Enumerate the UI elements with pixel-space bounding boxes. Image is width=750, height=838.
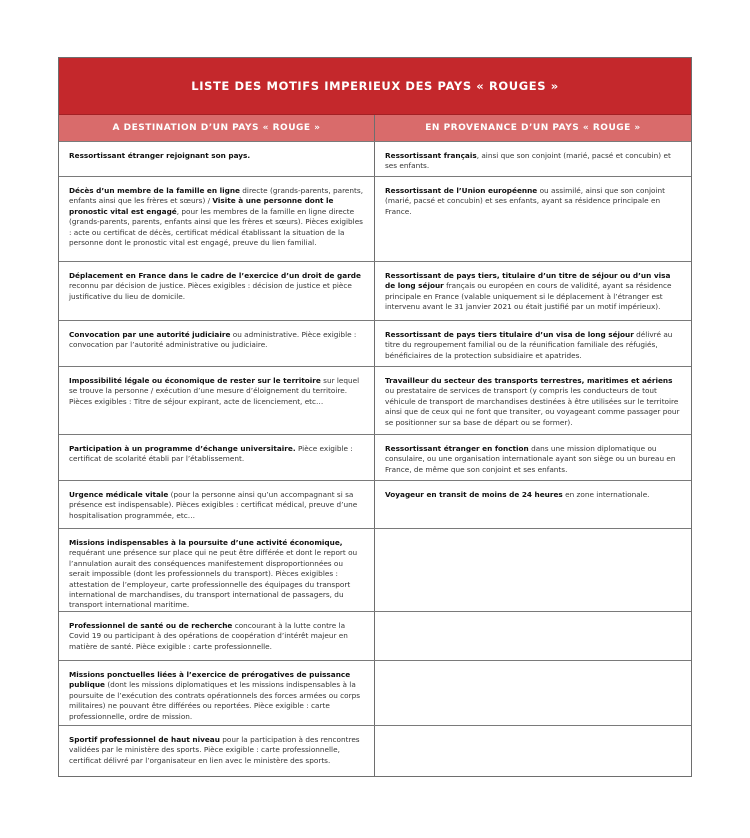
table-row (59, 660, 691, 725)
cell-destination (59, 726, 375, 776)
cell-destination (59, 142, 375, 176)
motif-description: reconnu par décision de justice. Pièces exigibles : décision de justice et pièce justificative du lieu de domicile. (69, 281, 352, 301)
motifs-table (58, 57, 692, 777)
motif-title: Urgence médicale vitale (69, 490, 169, 499)
cell-provenance (375, 481, 691, 528)
motif-description: Pièce exigible : certificat de scolarité établi par l’établissement. (69, 444, 353, 464)
table-row (59, 434, 691, 480)
motif-description: ou assimilé, ainsi que son conjoint (marié, pacsé et concubin) et ses enfants, ayant sa résidence principale en France. (385, 186, 666, 216)
motif-description: français ou européen en cours de validité, ayant sa résidence principale en France (valable uniquement si le déplacement à l’étranger est intervenu avant le 31 janvier 2021 ou était justifié par un motif impérieux). (385, 281, 672, 312)
cell-provenance (375, 367, 691, 434)
cell-destination (59, 262, 375, 320)
cell-destination (59, 661, 375, 725)
motif-title: Participation à un programme d’échange universitaire. (69, 444, 296, 453)
motif-description: ou prestataire de services de transport (y compris les conducteurs de tout véhicule de transport de marchandises destinées à être utilisées sur le territoire ainsi que de ceux qui ne font que transiter, ou voyageant comme passager pour se positionner sur sa base de départ ou se former). (385, 386, 680, 427)
motif-title: Missions ponctuelles liées à l’exercice de prérogatives de puissance publique (69, 670, 351, 690)
cell-destination (59, 367, 375, 434)
motif-title: Ressortissant de l’Union européenne (385, 186, 538, 195)
cell-provenance (375, 435, 691, 480)
cell-destination (59, 321, 375, 366)
table-row (59, 320, 691, 366)
motif-description: dans une mission diplomatique ou consulaire, ou une organisation internationale ayant son siège ou un bureau en France, de même que son conjoint et ses enfants. (385, 444, 676, 474)
cell-destination (59, 529, 375, 611)
motif-title: Ressortissant de pays tiers titulaire d’un visa de long séjour (385, 330, 634, 339)
cell-provenance (375, 661, 691, 725)
motif-title: Ressortissant français (385, 151, 477, 160)
table-row (59, 725, 691, 776)
table-row (59, 611, 691, 660)
motif-description: délivré au titre du regroupement familial ou de la réunification familiale des réfugiés, bénéficiaires de la protection subsidiaire et apatrides. (385, 330, 673, 360)
motif-title: Déplacement en France dans le cadre de l’exercice d’un droit de garde (69, 271, 361, 280)
cell-provenance (375, 262, 691, 320)
motif-title: Missions indispensables à la poursuite d’une activité économique, (69, 538, 343, 547)
cell-destination (59, 435, 375, 480)
cell-provenance (375, 177, 691, 261)
motif-description: sur lequel se trouve la personne / exécution d’une mesure d’éloignement du territoire. Pièces exigibles : Titre de séjour expirant, acte de licenciement, etc… (69, 376, 360, 406)
motif-description: ou administrative. Pièce exigible : convocation par l’autorité administrative ou judiciaire. (69, 330, 357, 350)
table-body (59, 141, 691, 776)
motif-description: (dont les missions diplomatiques et les missions indispensables à la poursuite de l’exécution des contrats opérationnels des forces armées ou corps militaires) ne pouvant être différées ou reportées. Pièce exigible : carte professionnelle, ordre de mission. (69, 680, 361, 721)
motif-description: requérant une présence sur place qui ne peut être différée et dont le report ou l’annulation aurait des conséquences manifestement disproportionnées ou serait impossible (dont les professionnels du transport). Pièces exigibles : attestation de l’employeur, carte professionnelle des équipages du transport international de marchandises, du transport international de passagers, du transport international maritime. (69, 548, 358, 610)
motif-title: Ressortissant étranger en fonction (385, 444, 529, 453)
motif-title: Professionnel de santé ou de recherche (69, 621, 233, 630)
cell-destination (59, 612, 375, 660)
motif-description: concourant à la lutte contre la Covid 19 ou participant à des opérations de coopération d’intérêt majeur en matière de santé. Pièce exigible : carte professionnelle. (69, 621, 348, 651)
motif-description: en zone internationale. (562, 490, 650, 499)
table-title: LISTE DES MOTIFS IMPERIEUX DES PAYS « ROUGES » (59, 58, 691, 115)
table-row (59, 528, 691, 611)
header-destination: A DESTINATION D’UN PAYS « ROUGE » (59, 115, 375, 141)
motif-title: Sportif professionnel de haut niveau (69, 735, 220, 744)
motif-title: Travailleur du secteur des transports terrestres, maritimes et aériens (385, 376, 673, 385)
table-row (59, 261, 691, 320)
motif-title: Voyageur en transit de moins de 24 heures (385, 490, 563, 499)
motif-description: directe (grands-parents, parents, enfants ainsi que les frères et sœurs) / (69, 186, 364, 206)
header-provenance: EN PROVENANCE D’UN PAYS « ROUGE » (425, 123, 641, 133)
motif-description: , pour les membres de la famille en ligne directe (grands-parents, parents, enfants ainsi que les frères et sœurs). Pièces exigibles : acte ou certificat de décès, certificat médical établissant la situation de la personne dont le pronostic vital est engagé, preuve du lien familial. (69, 206, 363, 248)
motif-description: (pour la personne ainsi qu’un accompagnant si sa présence est indispensable). Pièces exigibles : certificat médical, preuve d’une hospitalisation programmée, etc… (69, 490, 358, 520)
table-row (59, 176, 691, 261)
cell-provenance (375, 142, 691, 176)
cell-provenance (375, 321, 691, 366)
table-row (59, 480, 691, 528)
column-headers (59, 115, 691, 141)
motif-title: Ressortissant de pays tiers, titulaire d’un titre de séjour ou d’un visa de long séjour (385, 271, 671, 291)
cell-provenance (375, 529, 691, 611)
cell-destination (59, 481, 375, 528)
motif-title: Visite à une personne dont le pronostic vital est engagé (69, 196, 334, 216)
cell-provenance (375, 612, 691, 660)
cell-destination (59, 177, 375, 261)
motif-title: Ressortissant étranger rejoignant son pays. (69, 151, 251, 160)
cell-provenance (375, 726, 691, 776)
table-row (59, 366, 691, 434)
motif-description: , ainsi que son conjoint (marié, pacsé et concubin) et ses enfants. (385, 151, 671, 171)
motif-title: Convocation par une autorité judiciaire (69, 330, 231, 339)
motif-title: Impossibilité légale ou économique de rester sur le territoire (69, 376, 321, 385)
motif-description: pour la participation à des rencontres validées par le ministère des sports. Pièce exigible : carte professionnelle, certificat délivré par l’organisateur en lien avec le ministère des sports. (69, 735, 360, 765)
motif-title: Décès d’un membre de la famille en ligne (69, 186, 240, 195)
table-row (59, 141, 691, 176)
